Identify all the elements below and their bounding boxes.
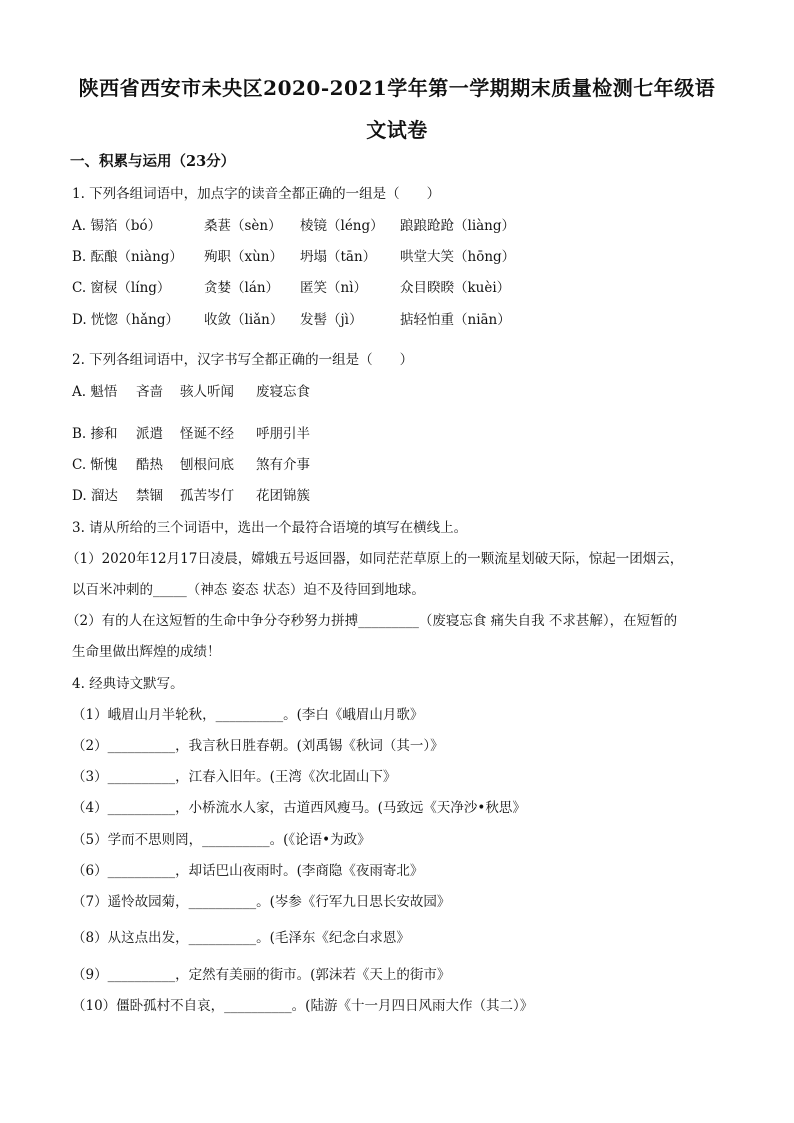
q1-a-2: 桑葚（sèn） <box>204 218 282 234</box>
q4-item-1: （1）峨眉山月半轮秋，__________。(李白《峨眉山月歌》 <box>72 707 424 723</box>
q4-item-2: （2）__________，我言秋日胜春朝。(刘禹锡《秋词（其一）》 <box>72 738 444 754</box>
q4-item-4: （4）__________，小桥流水人家，古道西风瘦马。(马致远《天净沙•秋思》 <box>72 800 526 816</box>
q2-stem: 2. 下列各组词语中，汉字书写全都正确的一组是（ ） <box>72 352 414 368</box>
q1-option-c <box>72 276 510 296</box>
q2-option-b <box>72 422 310 442</box>
q4-item-8: （8）从这点出发，__________。(毛泽东《纪念白求恩》 <box>72 930 410 946</box>
q1-b-2: 殉职（xùn） <box>204 249 284 265</box>
q4-item-6: （6）__________，却话巴山夜雨时。(李商隐《夜雨寄北》 <box>72 863 424 879</box>
q2-c-4: 煞有介事 <box>256 457 310 473</box>
q2-c-2: 酷热 <box>136 457 163 473</box>
section-heading: 一、积累与运用（23分） <box>70 153 236 170</box>
q4-item-5: （5）学而不思则罔，__________。(《论语•为政》 <box>72 832 371 848</box>
q1-c-1: C. 窗棂（líng） <box>72 280 171 296</box>
q1-a-3: 棱镜（léng） <box>300 218 384 234</box>
q4-item-10: （10）僵卧孤村不自哀，__________。(陆游《十一月四日风雨大作（其二）》 <box>72 998 534 1014</box>
q4-item-7: （7）遥怜故园菊，__________。(岑参《行军九日思长安故园》 <box>72 894 451 910</box>
exam-title-line1: 陕西省西安市未央区2020-2021学年第一学期期末质量检测七年级语 <box>78 76 716 100</box>
q2-b-1: B. 掺和 <box>72 426 118 442</box>
q4-stem: 4. 经典诗文默写。 <box>72 676 184 692</box>
q2-d-4: 花团锦簇 <box>256 488 310 504</box>
q3-part2-line1: （2）有的人在这短暂的生命中争分夺秒努力拼搏_________（废寝忘食 痛失自我 不求甚解），在短暂的 <box>66 613 678 629</box>
q1-b-4: 哄堂大笑（hōng） <box>400 249 516 265</box>
q2-a-4: 废寝忘食 <box>256 384 310 400</box>
q2-a-2: 吝啬 <box>136 384 163 400</box>
q1-b-3: 坍塌（tān） <box>300 249 377 265</box>
q3-stem: 3. 请从所给的三个词语中，选出一个最符合语境的填写在横线上。 <box>72 520 468 536</box>
q4-item-9: （9）__________，定然有美丽的街市。(郭沫若《天上的街市》 <box>72 967 451 983</box>
q1-a-4: 踉踉跄跄（liàng） <box>400 218 516 234</box>
q1-d-2: 收敛（liǎn） <box>204 312 284 328</box>
q3-part1-line1: （1）2020年12月17日凌晨，嫦娥五号返回器，如同茫茫草原上的一颗流星划破天际，惊起一团烟云， <box>66 551 684 567</box>
q3-part2-line2: 生命里做出辉煌的成绩！ <box>72 644 221 660</box>
q2-d-2: 禁锢 <box>136 488 163 504</box>
q1-b-1: B. 酝酿（niàng） <box>72 249 183 265</box>
q1-c-2: 贪婪（lán） <box>204 280 280 296</box>
q2-c-3: 刨根问底 <box>180 457 234 473</box>
q2-a-3: 骇人听闻 <box>180 384 234 400</box>
q3-part1-line2: 以百米冲刺的_____（神态 姿态 状态）迫不及待回到地球。 <box>72 582 425 598</box>
q2-b-4: 呼朋引半 <box>256 426 310 442</box>
q1-c-3: 匿笑（nì） <box>300 280 368 296</box>
q1-option-b <box>72 245 515 265</box>
q1-c-4: 众目睽睽（kuèi） <box>400 280 511 296</box>
q2-c-1: C. 惭愧 <box>72 457 118 473</box>
q1-a-1: A. 锡箔（bó） <box>72 218 162 234</box>
q4-item-3: （3）__________，江春入旧年。(王湾《次北固山下》 <box>72 769 397 785</box>
q2-d-3: 孤苦岑仃 <box>180 488 234 504</box>
q2-option-d <box>72 484 310 504</box>
q2-d-1: D. 溜达 <box>72 488 118 504</box>
q1-d-4: 掂轻怕重（niān） <box>400 312 511 328</box>
q2-b-2: 派遣 <box>136 426 163 442</box>
q2-option-a <box>72 380 310 400</box>
q2-option-c <box>72 453 310 473</box>
q1-stem: 1. 下列各组词语中，加点字的读音全都正确的一组是（ ） <box>72 186 441 202</box>
q1-option-d <box>72 308 511 328</box>
exam-title-line2: 文试卷 <box>366 118 428 142</box>
q2-b-3: 怪诞不经 <box>180 426 234 442</box>
q1-option-a <box>72 214 515 234</box>
q1-d-3: 发髻（jì） <box>300 312 363 328</box>
q1-d-1: D. 恍惚（hǎng） <box>72 312 180 328</box>
q2-a-1: A. 魁悟 <box>72 384 118 400</box>
